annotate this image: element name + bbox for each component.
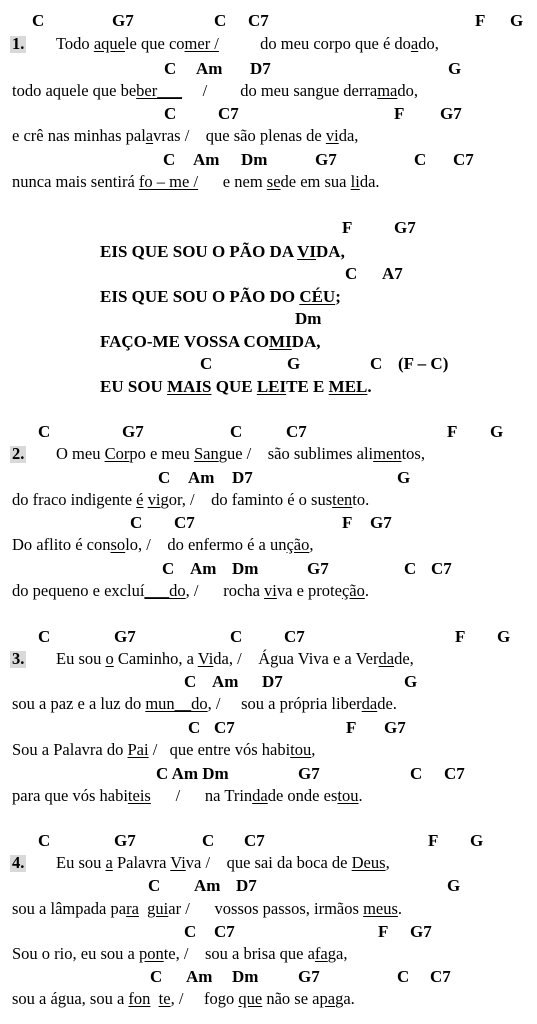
lyric-text: de em sua xyxy=(280,172,351,191)
stressed-syllable: ra xyxy=(126,899,139,918)
lyric-line xyxy=(56,446,425,463)
verse-number: 2. xyxy=(12,444,25,463)
chord: C7 xyxy=(214,922,235,941)
stressed-syllable: ção xyxy=(286,535,310,554)
stressed-syllable: tou xyxy=(290,740,312,759)
lyric-text: / do meu sangue derra xyxy=(182,81,378,100)
chord: G xyxy=(447,876,461,895)
chord: C7 xyxy=(453,150,474,169)
chord: F xyxy=(394,104,405,123)
stressed-syllable: da xyxy=(361,694,378,713)
lyric-text: Todo xyxy=(56,34,94,53)
chord: C xyxy=(150,967,163,986)
lyric-text: / na Trin xyxy=(150,786,253,805)
chord: G xyxy=(510,11,524,30)
lyric-text: ; xyxy=(335,287,341,306)
verse-number: 4. xyxy=(12,853,25,872)
stressed-syllable: da xyxy=(252,786,268,805)
refrain-line xyxy=(100,333,321,350)
chord: C xyxy=(200,354,213,373)
lyric-text: Sou o rio, eu sou a xyxy=(12,944,139,963)
lyric-line xyxy=(12,901,402,918)
chord: D7 xyxy=(232,468,253,487)
lyric-text: , / sou a própria liber xyxy=(207,694,362,713)
chord: G7 xyxy=(307,559,329,578)
chord: G xyxy=(287,354,301,373)
lyric-line xyxy=(12,537,314,554)
stressed-syllable: te xyxy=(158,989,171,1008)
lyric-text: e crê nas minhas pal xyxy=(12,126,146,145)
refrain-line xyxy=(100,288,341,305)
lyric-text: . xyxy=(358,786,363,805)
chord: C xyxy=(345,264,358,283)
lyric-line xyxy=(56,855,390,872)
stressed-syllable: Vi xyxy=(170,853,186,872)
lyric-text: tos, xyxy=(401,444,425,463)
lyric-text: e nem xyxy=(198,172,267,191)
stressed-syllable: vi xyxy=(264,581,277,600)
lyric-text: le que co xyxy=(124,34,185,53)
chord: G7 xyxy=(384,718,406,737)
lyric-text: ga. xyxy=(335,989,355,1008)
chord: C xyxy=(410,764,423,783)
stressed-syllable: vi xyxy=(147,490,161,509)
stressed-syllable: LEI xyxy=(256,377,287,396)
chord: A7 xyxy=(382,264,403,283)
chord: C xyxy=(214,11,227,30)
lyric-text: . xyxy=(397,899,403,918)
lyric-text: va / que sai da boca de xyxy=(185,853,352,872)
lyric-text: , xyxy=(311,740,316,759)
stressed-syllable: a xyxy=(145,126,154,145)
lyric-text: / que entre vós habi xyxy=(148,740,291,759)
lyric-text: da, / Água Viva e a Ver xyxy=(213,649,379,668)
chord: G7 xyxy=(114,831,136,850)
lyric-line xyxy=(12,83,418,100)
stressed-syllable: aque xyxy=(93,34,125,53)
chord: G xyxy=(490,422,504,441)
chord: G7 xyxy=(394,218,416,237)
lyric-text: EU SOU xyxy=(100,377,168,396)
chord: G xyxy=(404,672,418,691)
chord: G7 xyxy=(298,967,320,986)
chord: C xyxy=(404,559,417,578)
lyric-text xyxy=(139,899,147,918)
chord: C xyxy=(397,967,410,986)
lyric-text: va e prote xyxy=(276,581,342,600)
lyric-text: da. xyxy=(359,172,380,191)
lyric-text: ar / vossos passos, irmãos xyxy=(168,899,364,918)
stressed-syllable: a xyxy=(105,853,113,872)
lyric-text: Eu sou xyxy=(56,649,106,668)
chord: C7 xyxy=(244,831,265,850)
stressed-syllable: Deus xyxy=(351,853,386,872)
lyric-text: te, / sou a brisa que a xyxy=(163,944,315,963)
chord: F xyxy=(342,513,353,532)
lyric-text: to. xyxy=(352,490,370,509)
lyric-text: DA, xyxy=(291,332,321,351)
chord: F xyxy=(428,831,439,850)
chord: F xyxy=(378,922,389,941)
stressed-syllable: Pai xyxy=(127,740,149,759)
lyric-line xyxy=(12,174,380,191)
lyric-text: nunca mais sentirá xyxy=(12,172,139,191)
lyric-text: do, xyxy=(418,34,439,53)
chord: C7 xyxy=(174,513,195,532)
chord: C xyxy=(158,468,171,487)
chord: G7 xyxy=(122,422,144,441)
stressed-syllable: ma xyxy=(377,81,398,100)
chord: C xyxy=(164,59,177,78)
verse-number: 1. xyxy=(12,34,25,53)
chord: C xyxy=(32,11,45,30)
stressed-syllable: ber___ xyxy=(136,81,182,100)
lyric-text: EIS QUE SOU O PÃO DA xyxy=(100,242,298,261)
stressed-syllable: da xyxy=(378,649,395,668)
chord: G7 xyxy=(315,150,337,169)
lyric-text: do pequeno e excluí xyxy=(12,581,145,600)
lyric-text: sou a água, sou a xyxy=(12,989,129,1008)
chord: C xyxy=(230,422,243,441)
lyric-text: todo aquele que be xyxy=(12,81,137,100)
lyric-text: de, xyxy=(394,649,414,668)
lyric-text: QUE xyxy=(211,377,257,396)
chord: Am xyxy=(186,967,213,986)
lyric-text: Do aflito é con xyxy=(12,535,111,554)
chord: G xyxy=(448,59,462,78)
chord: D7 xyxy=(250,59,271,78)
stressed-syllable: se xyxy=(266,172,281,191)
stressed-syllable: meus xyxy=(363,899,398,918)
stressed-syllable: o xyxy=(105,649,114,668)
lyric-text: , / fogo xyxy=(170,989,239,1008)
chord: Am xyxy=(196,59,223,78)
lyric-text: Eu sou xyxy=(56,853,106,872)
chord: F xyxy=(447,422,458,441)
stressed-syllable: pon xyxy=(138,944,164,963)
chord: C7 xyxy=(431,559,452,578)
chord: C7 xyxy=(214,718,235,737)
stressed-syllable: pa xyxy=(319,989,336,1008)
chord: C xyxy=(184,922,197,941)
chord: F xyxy=(455,627,466,646)
lyric-text: DA, xyxy=(316,242,345,261)
chord: C xyxy=(414,150,427,169)
stressed-syllable: mun__do xyxy=(145,694,208,713)
chord: C xyxy=(163,150,176,169)
chord: C7 xyxy=(444,764,465,783)
lyric-line xyxy=(56,651,414,668)
lyric-line xyxy=(12,128,358,145)
lyric-text: O meu xyxy=(56,444,105,463)
chord: C xyxy=(370,354,383,373)
lyric-text: de. xyxy=(377,694,397,713)
lyric-text: lo, / do enfermo é a un xyxy=(125,535,287,554)
lyric-text: sou a lâmpada pa xyxy=(12,899,127,918)
stressed-syllable: fa xyxy=(314,944,328,963)
lyric-text: Sou a Palavra do xyxy=(12,740,128,759)
chord: C xyxy=(164,104,177,123)
stressed-syllable: Cor xyxy=(104,444,130,463)
stressed-syllable: MI xyxy=(269,332,292,351)
chord: F xyxy=(475,11,486,30)
chord: G xyxy=(470,831,484,850)
chord: C7 xyxy=(286,422,307,441)
lyric-text xyxy=(150,989,158,1008)
stressed-syllable: ção xyxy=(341,581,365,600)
chord: C xyxy=(148,876,161,895)
lyric-text: vras / que são plenas de xyxy=(153,126,326,145)
chord: C xyxy=(202,831,215,850)
verse-number: 3. xyxy=(12,649,25,668)
chord: C xyxy=(130,513,143,532)
lyric-text: gor, / do faminto é o sus xyxy=(160,490,333,509)
stressed-syllable: fo – me / xyxy=(138,172,199,191)
lyric-line xyxy=(12,742,315,759)
stressed-syllable: San xyxy=(193,444,219,463)
chord: Dm xyxy=(232,559,259,578)
chord: C xyxy=(188,718,201,737)
lyric-line xyxy=(12,583,369,600)
lyric-text: Palavra xyxy=(112,853,171,872)
chord: C xyxy=(230,627,243,646)
lyric-text: do meu corpo que é do xyxy=(218,34,411,53)
lyric-text: EIS QUE SOU O PÃO DO xyxy=(100,287,300,306)
stressed-syllable: so xyxy=(110,535,126,554)
lyric-text: da, xyxy=(338,126,359,145)
stressed-syllable: que xyxy=(238,989,263,1008)
refrain-line xyxy=(100,378,372,395)
chord: Dm xyxy=(295,309,322,328)
lyric-text: , xyxy=(309,535,314,554)
chord: G7 xyxy=(112,11,134,30)
stressed-syllable: vi xyxy=(325,126,339,145)
stressed-syllable: men xyxy=(373,444,402,463)
stressed-syllable: ten xyxy=(332,490,353,509)
chord: C xyxy=(38,422,51,441)
lyric-text: , / rocha xyxy=(185,581,265,600)
chord: Am xyxy=(190,559,217,578)
stressed-syllable: li xyxy=(350,172,360,191)
lyric-text: , xyxy=(385,853,390,872)
lyric-line xyxy=(12,788,363,805)
stressed-syllable: Vi xyxy=(197,649,214,668)
stressed-syllable: teis xyxy=(127,786,151,805)
lyric-line xyxy=(12,946,347,963)
chord: G xyxy=(397,468,411,487)
stressed-syllable: VI xyxy=(297,242,317,261)
chord: Am xyxy=(193,150,220,169)
stressed-syllable: gui xyxy=(147,899,169,918)
chord: Am xyxy=(188,468,215,487)
chord: G7 xyxy=(370,513,392,532)
chord: F xyxy=(342,218,353,237)
lyric-line xyxy=(12,492,369,509)
lyric-text: para que vós habi xyxy=(12,786,128,805)
lyric-text: gue / são sublimes ali xyxy=(218,444,374,463)
lyric-line xyxy=(12,991,355,1008)
chord: C xyxy=(38,831,51,850)
chord: Am xyxy=(194,876,221,895)
chord: G7 xyxy=(440,104,462,123)
chord: C7 xyxy=(284,627,305,646)
stressed-syllable: mer / xyxy=(184,34,219,53)
chord: C7 xyxy=(248,11,269,30)
stressed-syllable: CÉU xyxy=(299,287,336,306)
chord: C Am Dm xyxy=(156,764,229,783)
chord: Am xyxy=(212,672,239,691)
chord: D7 xyxy=(236,876,257,895)
stressed-syllable: é xyxy=(136,490,144,509)
chord: G xyxy=(497,627,511,646)
chord: G7 xyxy=(298,764,320,783)
stressed-syllable: tou xyxy=(337,786,359,805)
lyric-text: do, xyxy=(397,81,418,100)
chord: D7 xyxy=(262,672,283,691)
lyric-text: ga, xyxy=(327,944,348,963)
lyric-text: Caminho, a xyxy=(113,649,198,668)
chord: C7 xyxy=(218,104,239,123)
stressed-syllable: ___do xyxy=(144,581,186,600)
chord: G7 xyxy=(114,627,136,646)
lyric-line xyxy=(56,36,439,53)
chord: C7 xyxy=(430,967,451,986)
lyric-text: de onde es xyxy=(267,786,338,805)
chord: Dm xyxy=(241,150,268,169)
chord: Dm xyxy=(232,967,259,986)
stressed-syllable: MEL xyxy=(328,377,368,396)
chord: C xyxy=(184,672,197,691)
chord: C xyxy=(162,559,175,578)
chord: (F – C) xyxy=(398,354,449,373)
lyric-line xyxy=(12,696,397,713)
lyric-text: . xyxy=(364,581,369,600)
lyric-text: . xyxy=(367,377,372,396)
chord: F xyxy=(346,718,357,737)
stressed-syllable: fon xyxy=(128,989,151,1008)
lyric-text: do fraco indigente xyxy=(12,490,137,509)
lyric-text: não se a xyxy=(262,989,320,1008)
lyric-text: po e meu xyxy=(129,444,194,463)
lyric-text: sou a paz e a luz do xyxy=(12,694,146,713)
refrain-line xyxy=(100,243,345,260)
lyric-text: TE E xyxy=(286,377,329,396)
chord: C xyxy=(38,627,51,646)
stressed-syllable: a xyxy=(410,34,419,53)
lyric-text: FAÇO-ME VOSSA CO xyxy=(100,332,270,351)
chord: G7 xyxy=(410,922,432,941)
stressed-syllable: MAIS xyxy=(167,377,212,396)
